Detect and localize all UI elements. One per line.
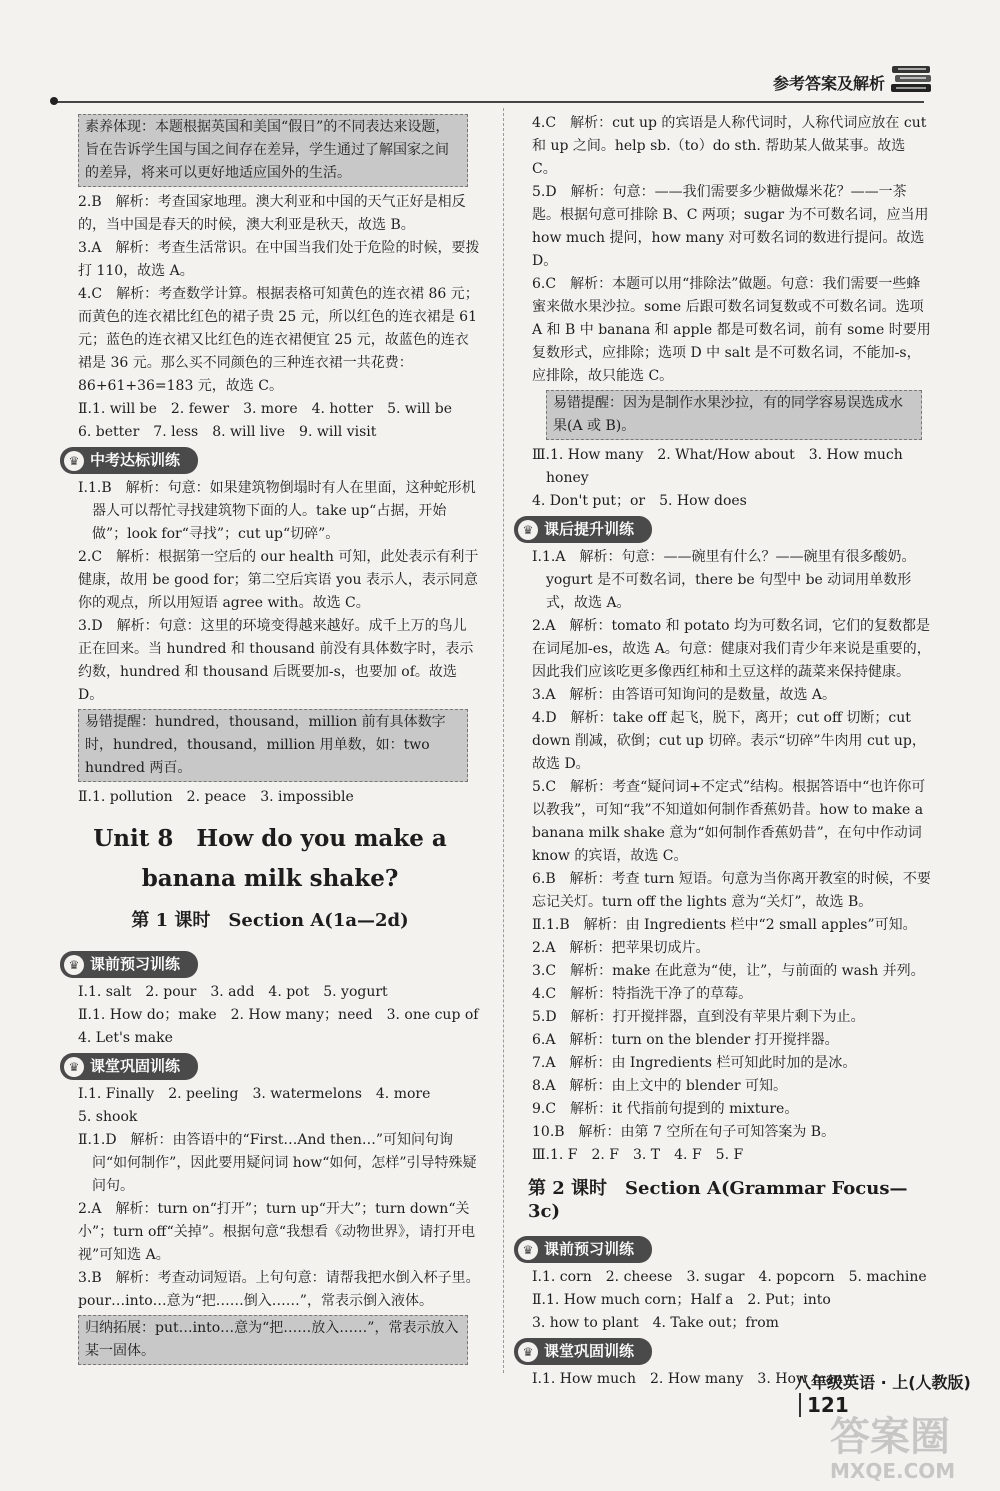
answer-item: 3.B 解析：考查动词短语。上句句意：请帮我把水倒入杯子里。pour…into…意为“把……倒入……”，常表示倒入液体。	[78, 1270, 480, 1309]
answer-group: Ⅰ.1.B 解析：句意：如果建筑物倒塌时有人在里面，这种蛇形机器人可以帮忙寻找建筑物下面的人。take up“占据，开始做”；look for“寻找”；cut up“切碎”。	[78, 480, 476, 542]
answer-item: 8.A 解析：由上文中的 blender 可知。	[532, 1078, 788, 1094]
answer-item: 3.A 解析：由答语可知询问的是数量，故选 A。	[532, 687, 837, 703]
answer-item: 2.A 解析：把苹果切成片。	[532, 940, 710, 956]
answer-line: 6. better 7. less 8. will live 9. will visit	[78, 424, 377, 440]
answer-group: Ⅱ.1. How much corn；Half a 2. Put；into	[532, 1292, 831, 1308]
page-footer	[795, 1370, 1000, 1417]
answer-group: Ⅰ.1. How much 2. How many 3. How many	[532, 1371, 851, 1387]
page-number: 121	[799, 1393, 849, 1417]
answer-line: 4. Don't put；or 5. How does	[532, 493, 747, 509]
answer-group: Ⅱ.1. How do；make 2. How many；need 3. one cup of	[78, 1007, 479, 1023]
answer-item: 6.B 解析：考查 turn 短语。句意为当你离开教室的时候，不要忘记关灯。turn off the lights 意为“关灯”，故选 B。	[532, 871, 931, 910]
left-column	[60, 112, 480, 1369]
answer-item: 9.C 解析：it 代指前句提到的 mixture。	[532, 1101, 799, 1117]
answer-item: 3.A 解析：考查生活常识。在中国当我们处于危险的时候，要拨打 110，故选 A。	[78, 240, 480, 279]
answer-group: Ⅰ.1. Finally 2. peeling 3. watermelons 4. more	[78, 1086, 431, 1102]
lesson-title: 第 1 课时 Section A(1a—2d)	[131, 910, 409, 931]
answer-group: Ⅰ.1. corn 2. cheese 3. sugar 4. popcorn 5. machine	[532, 1269, 927, 1285]
section-tag	[514, 1236, 652, 1263]
answer-group: Ⅰ.1.A 解析：句意：——碗里有什么？——碗里有很多酸奶。yogurt 是不可数名词，there be 句型中 be 动词用单数形式，故选 A。	[532, 549, 916, 611]
section-tag	[514, 1338, 652, 1365]
section-tag	[60, 951, 198, 978]
answer-group: Ⅲ.1. F 2. F 3. T 4. F 5. F	[532, 1147, 744, 1163]
section-tag	[514, 516, 652, 543]
note-box: 素养体现：本题根据英国和美国“假日”的不同表达来设题，旨在告诉学生国与国之间存在差异，学生通过了解国家之间的差异，将来可以更好地适应国外的生活。	[78, 114, 468, 187]
answer-line: 3. how to plant 4. Take out；from	[532, 1315, 779, 1331]
crown-icon: ♛	[64, 955, 84, 975]
section-tag-label: 课堂巩固训练	[90, 1057, 181, 1075]
answer-item: 5.C 解析：考查“疑问词+不定式”结构。根据答语中“也许你可以教我”，可知“我”不知道如何制作香蕉奶昔。how to make a banana milk shake 意为“如何制作香蕉奶昔”，在句中作动词 know 的宾语，故选 C。	[532, 779, 926, 864]
answer-item: 3.C 解析：make 在此意为“使，让”，与前面的 wash 并列。	[532, 963, 925, 979]
watermark-logo	[830, 1415, 990, 1485]
answer-item: 6.A 解析：turn on the blender 打开搅拌器。	[532, 1032, 839, 1048]
answer-item: 4.C 解析：cut up 的宾语是人称代词时，人称代词应放在 cut 和 up 之间。help sb.（to）do sth. 帮助某人做某事。故选 C。	[532, 115, 927, 177]
answer-item: 10.B 解析：由第 7 空所在句子可知答案为 B。	[532, 1124, 836, 1140]
answer-item: 2.B 解析：考查国家地理。澳大利亚和中国的天气正好是相反的，当中国是春天的时候，澳大利亚是秋天，故选 B。	[78, 194, 466, 233]
answer-group: Ⅱ.1. will be 2. fewer 3. more 4. hotter 5. will be	[78, 401, 453, 417]
answer-item: 5.D 解析：打开搅拌器，直到没有苹果片剩下为止。	[532, 1009, 865, 1025]
answer-item: 4.D 解析：take off 起飞，脱下，离开；cut off 切断；cut down 削减，砍倒；cut up 切碎。表示“切碎”牛肉用 cut up，故选 D。	[532, 710, 926, 772]
crown-icon: ♛	[518, 520, 538, 540]
answer-line: 4. Let's make	[78, 1030, 173, 1046]
section-tag-label: 课前预习训练	[544, 1240, 635, 1258]
answer-item: 2.A 解析：tomato 和 potato 均为可数名词，它们的复数都是在词尾加-es，故选 A。句意：健康对我们青少年来说是重要的，因此我们应该吃更多像西红柿和土豆这样的蔬菜来保持健康。	[532, 618, 931, 680]
note-box: 易错提醒：hundred，thousand，million 前有具体数字时，hundred，thousand，million 用单数，如：two hundred 两百。	[78, 709, 468, 782]
answer-item: 6.C 解析：本题可以用“排除法”做题。句意：我们需要一些蜂蜜来做水果沙拉。some 后跟可数名词复数或不可数名词。选项 A 和 B 中 banana 和 apple 都是可数名词，前有 some 时要用复数形式，应排除；选项 D 中 salt 是不可数名词，不能加-s，应排除，故只能选 C。	[532, 276, 931, 384]
answer-item: 4.C 解析：特指洗干净了的草莓。	[532, 986, 753, 1002]
header-title: 参考答案及解析	[772, 74, 885, 93]
section-tag-label: 课后提升训练	[544, 520, 635, 538]
answer-group: Ⅱ.1.D 解析：由答语中的“First…And then…”可知问句询问“如何制作”，因此要用疑问词 how“如何，怎样”引导特殊疑问句。	[78, 1132, 477, 1194]
section-tag-label: 中考达标训练	[90, 451, 181, 469]
watermark-main: 答案圈	[830, 1414, 950, 1460]
answer-item: 3.D 解析：句意：这里的环境变得越来越好。成千上万的鸟儿正在回来。当 hundred 和 thousand 前没有具体数字时，表示约数，hundred 和 thousand 后既要加-s，也要加 of。故选 D。	[78, 618, 474, 703]
note-box: 归纳拓展：put…into…意为“把……放入……”，常表示放入某一固体。	[78, 1315, 468, 1365]
unit-title: Unit 8 How do you make a banana milk shake?	[93, 825, 447, 892]
section-tag-label: 课前预习训练	[90, 955, 181, 973]
answer-group: Ⅱ.1.B 解析：由 Ingredients 栏中“2 small apples”可知。	[532, 917, 917, 933]
answer-group: Ⅲ.1. How many 2. What/How about 3. How much honey	[532, 447, 903, 486]
note-box: 易错提醒：因为是制作水果沙拉，有的同学容易误选成水果(A 或 B)。	[546, 390, 922, 440]
crown-icon: ♛	[518, 1240, 538, 1260]
column-divider	[503, 108, 504, 1373]
answer-line: 5. shook	[78, 1109, 138, 1125]
crown-icon: ♛	[518, 1342, 538, 1362]
section-tag	[60, 1053, 198, 1080]
watermark-sub: MXQE.COM	[830, 1459, 956, 1483]
answer-item: 5.D 解析：句意：——我们需要多少糖做爆米花？——一茶匙。根据句意可排除 B、C 两项；sugar 为不可数名词，应当用 how much 提问，how many 对可数名词的数进行提问。故选 D。	[532, 184, 929, 269]
crown-icon: ♛	[64, 451, 84, 471]
answer-item: 2.A 解析：turn on“打开”；turn up“开大”；turn down“关小”；turn off“关掉”。根据句意“我想看《动物世界》，请打开电视”可知选 A。	[78, 1201, 476, 1263]
crown-icon: ♛	[64, 1057, 84, 1077]
answer-item: 7.A 解析：由 Ingredients 栏可知此时加的是冰。	[532, 1055, 857, 1071]
lesson-title: 第 2 课时 Section A(Grammar Focus—3c)	[528, 1178, 908, 1222]
header-dot	[50, 97, 58, 105]
book-title: 八年级英语 · 上(人教版)	[795, 1373, 971, 1392]
answer-group: Ⅱ.1. pollution 2. peace 3. impossible	[78, 789, 354, 805]
right-column	[514, 112, 934, 1391]
answer-item: 2.C 解析：根据第一空后的 our health 可知，此处表示有利于健康，故用 be good for；第二空后宾语 you 表示人，表示同意你的观点，所以用短语 agree with。故选 C。	[78, 549, 479, 611]
header-rule	[52, 101, 924, 103]
section-tag-label: 课堂巩固训练	[544, 1342, 635, 1360]
answer-item: 4.C 解析：考查数学计算。根据表格可知黄色的连衣裙 86 元；而黄色的连衣裙比红色的裙子贵 25 元，所以红色的连衣裙是 61 元；蓝色的连衣裙又比红色的连衣裙便宜 25 元，故蓝色的连衣裙是 36 元。那么买不同颜色的三种连衣裙一共花费：86+61+36=183 元，故选 C。	[78, 286, 479, 394]
answer-group: Ⅰ.1. salt 2. pour 3. add 4. pot 5. yogurt	[78, 984, 388, 1000]
section-tag	[60, 447, 198, 474]
books-icon	[890, 60, 934, 98]
